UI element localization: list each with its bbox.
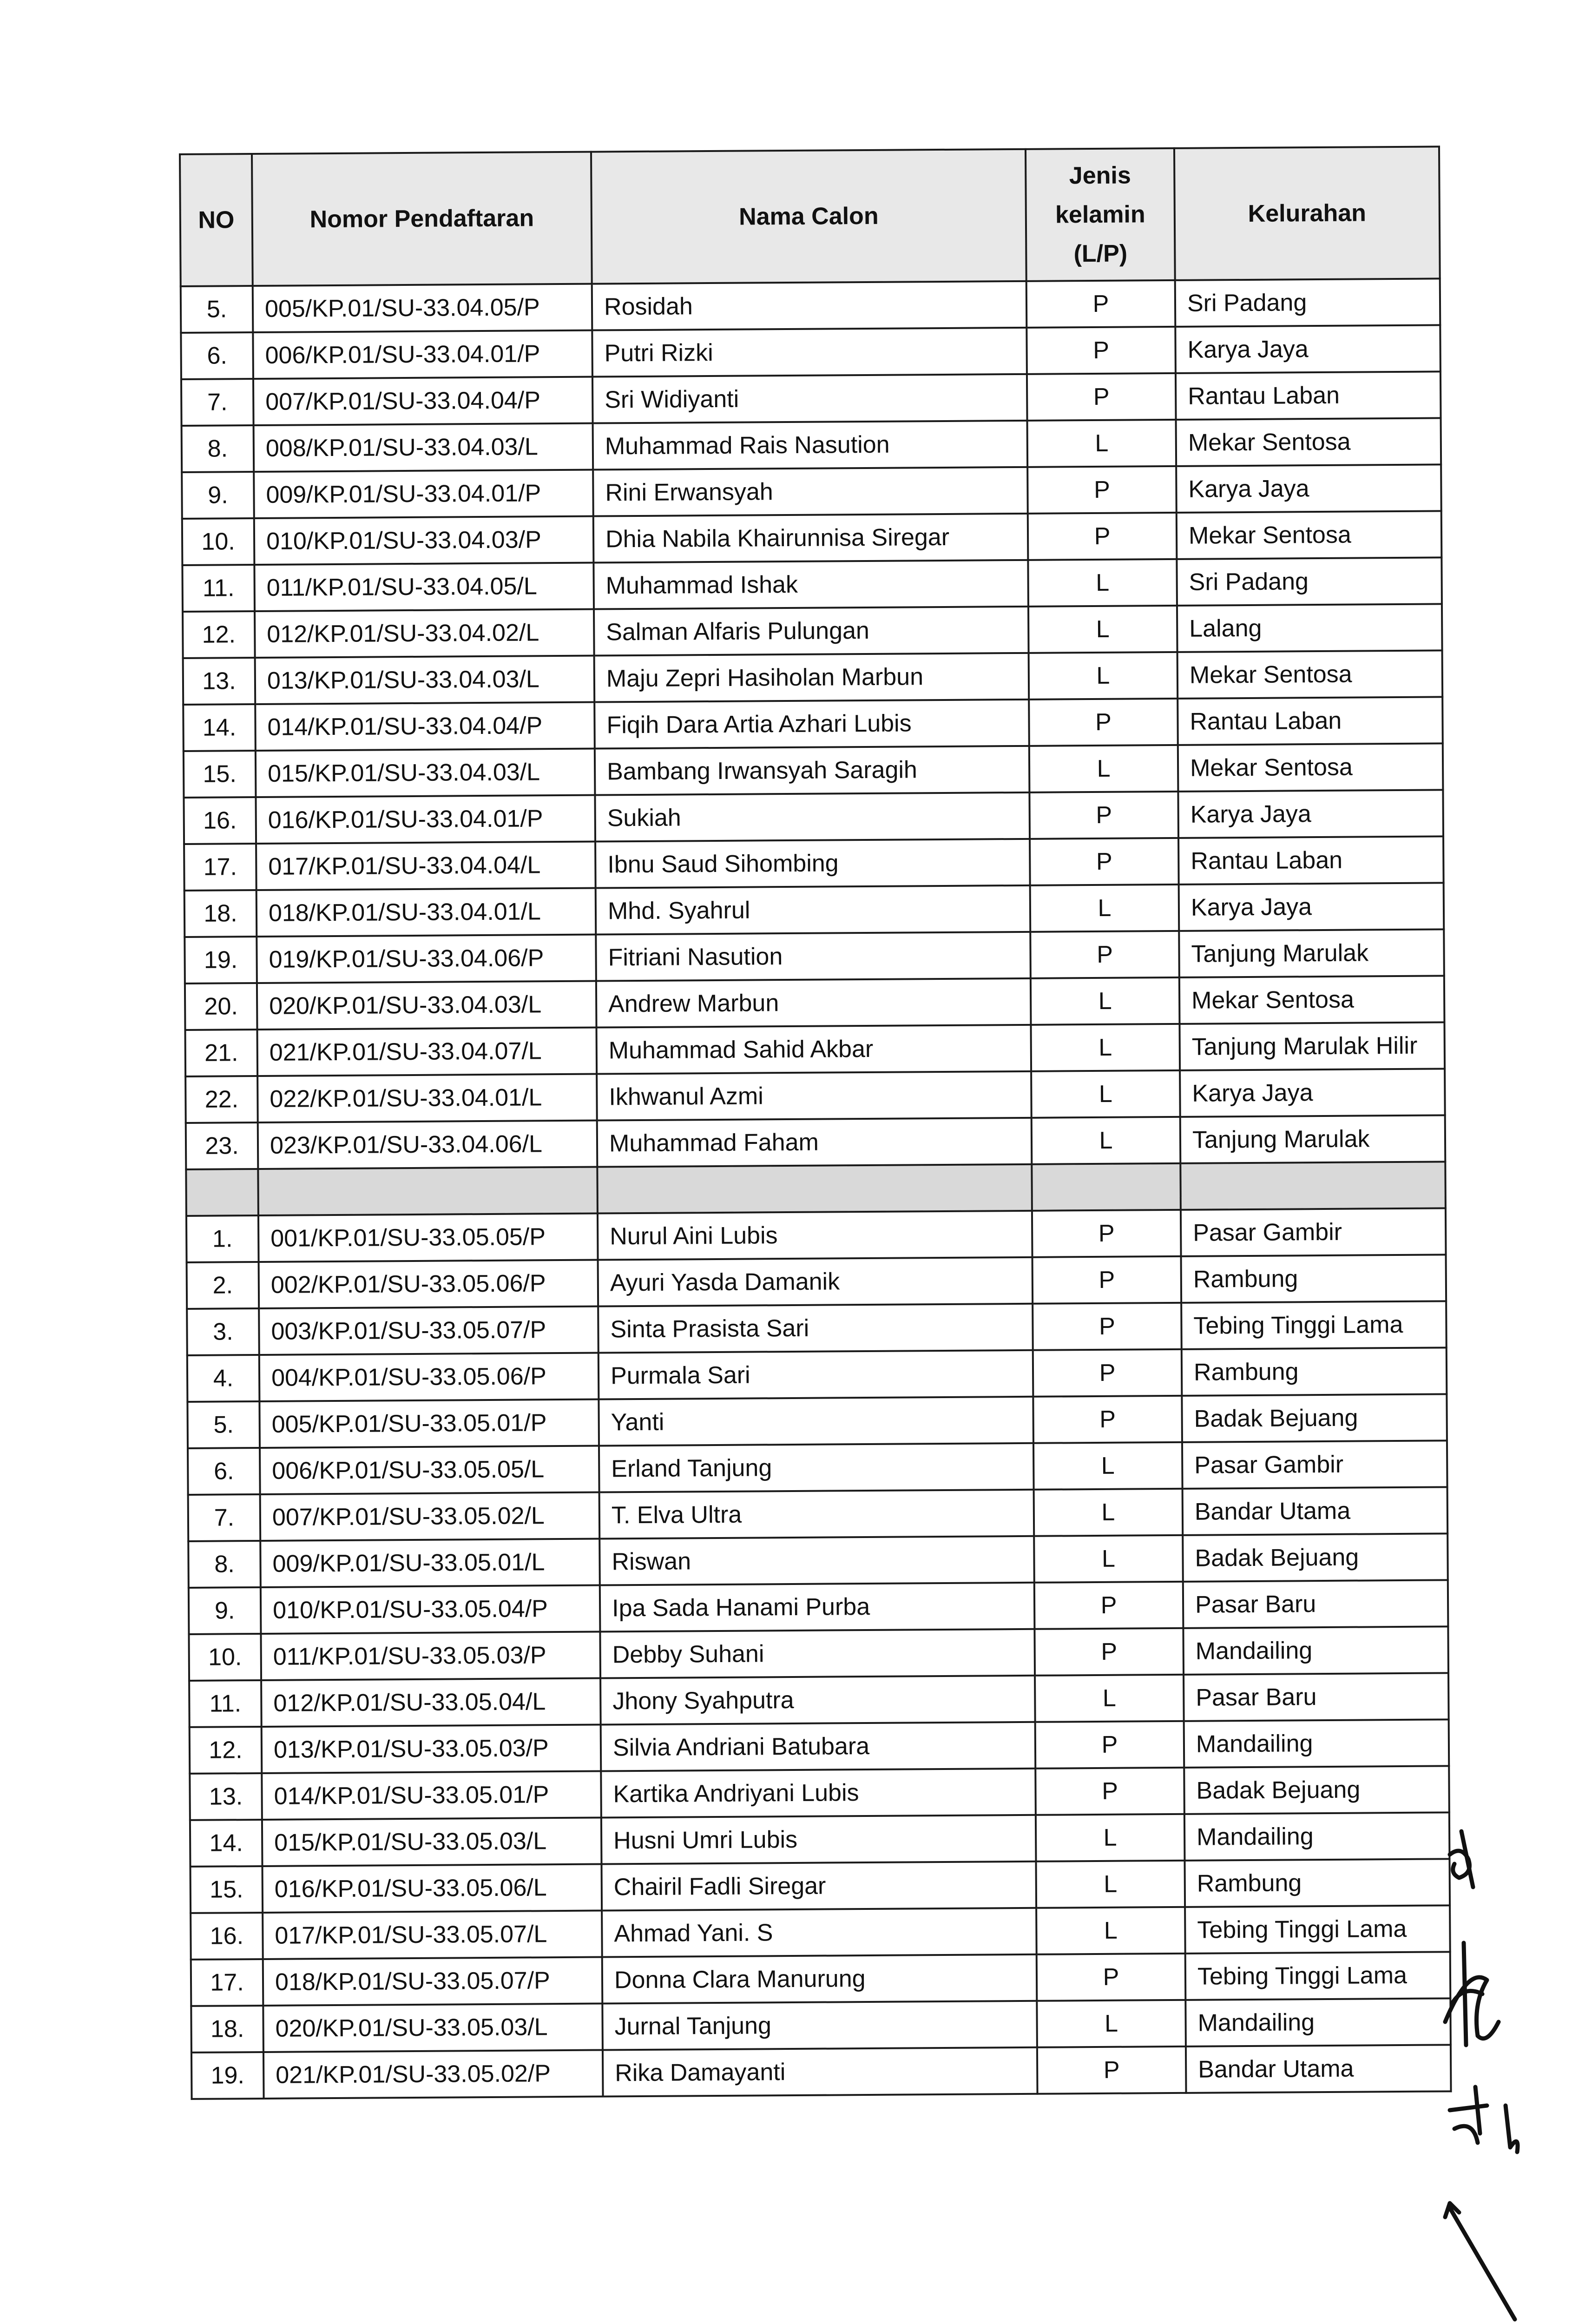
table-row (184, 790, 1443, 844)
header-candidate-name: Nama Calon (591, 149, 1026, 284)
kelurahan: Rambung (1181, 1254, 1447, 1302)
gender: P (1033, 1256, 1182, 1304)
table-row (182, 464, 1441, 519)
kelurahan: Rantau Laban (1176, 371, 1441, 419)
candidate-name: T. Elva Ultra (599, 1490, 1034, 1539)
kelurahan: Badak Bejuang (1183, 1533, 1448, 1581)
kelurahan: Karya Jaya (1178, 790, 1443, 838)
row-number: 8. (182, 425, 254, 472)
row-number: 6. (188, 1448, 260, 1495)
table-row (185, 1022, 1445, 1076)
gender: P (1035, 1768, 1184, 1815)
kelurahan: Tebing Tinggi Lama (1185, 1905, 1450, 1953)
candidate-name: Fiqih Dara Artia Azhari Lubis (594, 700, 1029, 749)
registration-number: 008/KP.01/SU-33.04.03/L (254, 423, 593, 472)
candidate-name: Rosidah (592, 281, 1027, 330)
table-row (187, 1394, 1447, 1448)
candidate-name: Muhammad Rais Nasution (593, 421, 1028, 470)
candidate-name: Ipa Sada Hanami Purba (600, 1583, 1035, 1632)
table-row (187, 1254, 1447, 1309)
registration-number: 004/KP.01/SU-33.05.06/P (259, 1353, 599, 1401)
header-registration-number: Nomor Pendaftaran (252, 152, 592, 286)
candidate-name: Putri Rizki (592, 328, 1027, 377)
kelurahan: Pasar Baru (1183, 1580, 1448, 1628)
gender: P (1028, 513, 1177, 560)
kelurahan: Mekar Sentosa (1177, 650, 1443, 698)
gender: L (1037, 2000, 1186, 2047)
registration-number: 014/KP.01/SU-33.04.04/P (255, 702, 595, 751)
kelurahan: Karya Jaya (1176, 464, 1441, 512)
gender: L (1036, 1907, 1185, 1954)
separator-cell (1032, 1163, 1181, 1211)
kelurahan: Mandailing (1183, 1626, 1448, 1674)
row-number: 17. (191, 1959, 263, 2006)
header-gender-line2: kelamin (1055, 201, 1145, 229)
kelurahan: Karya Jaya (1175, 325, 1440, 373)
candidate-name: Sinta Prasista Sari (598, 1304, 1033, 1353)
registration-number: 015/KP.01/SU-33.04.03/L (256, 749, 595, 797)
gender: P (1033, 1396, 1182, 1443)
candidate-name: Debby Suhani (600, 1629, 1035, 1678)
candidate-name: Yanti (599, 1397, 1033, 1446)
kelurahan: Bandar Utama (1183, 1487, 1448, 1535)
header-no: NO (180, 154, 253, 286)
table-row (185, 976, 1445, 1030)
kelurahan: Rambung (1184, 1859, 1450, 1907)
table-row (191, 1859, 1450, 1913)
table-row (191, 1905, 1450, 1960)
table-row (188, 1487, 1448, 1541)
table-row (190, 1812, 1450, 1867)
row-number: 13. (190, 1773, 262, 1820)
kelurahan: Badak Bejuang (1182, 1394, 1447, 1442)
registration-number: 022/KP.01/SU-33.04.01/L (257, 1074, 597, 1122)
candidate-name: Mhd. Syahrul (596, 885, 1031, 935)
table-row (184, 743, 1443, 798)
table-row (186, 1208, 1446, 1262)
row-number: 15. (191, 1866, 263, 1913)
candidate-name: Ibnu Saud Sihombing (595, 839, 1030, 888)
kelurahan: Tebing Tinggi Lama (1185, 1952, 1451, 2000)
table-row (184, 883, 1444, 937)
row-number: 5. (181, 286, 253, 333)
candidate-name: Riswan (599, 1536, 1034, 1585)
candidate-name: Muhammad Ishak (593, 560, 1028, 609)
row-number: 6. (181, 332, 253, 379)
table-row (182, 511, 1442, 565)
row-number: 18. (191, 2006, 263, 2053)
gender: L (1036, 1861, 1185, 1908)
registration-number: 006/KP.01/SU-33.05.05/L (260, 1446, 599, 1494)
kelurahan: Tanjung Marulak (1180, 1115, 1446, 1163)
candidate-name: Rini Erwansyah (593, 467, 1028, 516)
gender: P (1033, 1303, 1182, 1350)
row-number: 10. (182, 518, 255, 565)
kelurahan: Mekar Sentosa (1179, 976, 1445, 1023)
gender: L (1032, 1117, 1181, 1164)
row-number: 2. (187, 1262, 259, 1309)
row-number: 14. (183, 704, 256, 751)
table-row (184, 929, 1444, 984)
table-row (184, 836, 1444, 891)
candidate-name: Jhony Syahputra (600, 1676, 1035, 1725)
registration-number: 012/KP.01/SU-33.04.02/L (255, 609, 594, 658)
candidate-name: Ikhwanul Azmi (597, 1071, 1032, 1121)
row-number: 3. (187, 1308, 259, 1355)
gender: P (1030, 931, 1179, 978)
row-number: 10. (189, 1634, 261, 1681)
handwritten-initials-signature (1417, 1827, 1538, 2324)
separator-cell (597, 1164, 1032, 1214)
candidate-name: Chairil Fadli Siregar (601, 1862, 1036, 1911)
kelurahan: Mekar Sentosa (1176, 418, 1441, 466)
registration-number: 016/KP.01/SU-33.04.01/P (256, 795, 595, 844)
row-number: 19. (191, 2052, 264, 2099)
separator-cell (186, 1169, 258, 1216)
table-row (186, 1115, 1446, 1169)
kelurahan: Mandailing (1184, 1719, 1449, 1767)
row-number: 16. (184, 797, 256, 844)
table-row (190, 1766, 1449, 1820)
gender: P (1037, 1954, 1186, 2001)
row-number: 20. (185, 983, 257, 1030)
gender: L (1028, 559, 1177, 607)
candidate-name: Jurnal Tanjung (602, 2001, 1037, 2050)
row-number: 17. (184, 844, 257, 891)
table-row (191, 1952, 1451, 2006)
gender: P (1032, 1210, 1181, 1257)
registration-number: 023/KP.01/SU-33.04.06/L (258, 1121, 598, 1169)
gender: L (1034, 1535, 1183, 1583)
kelurahan: Rantau Laban (1177, 697, 1443, 745)
gender: L (1028, 606, 1177, 653)
table-row (187, 1301, 1447, 1355)
registration-number: 015/KP.01/SU-33.05.03/L (262, 1818, 602, 1866)
gender: L (1031, 977, 1180, 1025)
registration-number: 003/KP.01/SU-33.05.07/P (259, 1307, 599, 1355)
gender: P (1033, 1349, 1182, 1397)
registration-number: 006/KP.01/SU-33.04.01/P (253, 330, 592, 379)
candidate-name: Silvia Andriani Batubara (601, 1722, 1036, 1771)
kelurahan: Tanjung Marulak (1179, 929, 1444, 977)
table-row (191, 2045, 1451, 2099)
gender: L (1029, 652, 1178, 700)
table-row (191, 1998, 1451, 2053)
candidate-name: Husni Umri Lubis (601, 1815, 1036, 1864)
registration-number: 014/KP.01/SU-33.05.01/P (262, 1771, 601, 1820)
registration-number: 013/KP.01/SU-33.04.03/L (255, 656, 595, 704)
table-row (190, 1719, 1449, 1774)
gender: L (1029, 745, 1178, 792)
row-number: 13. (183, 658, 256, 705)
header-gender (1026, 148, 1175, 281)
gender: P (1026, 327, 1176, 374)
candidate-name: Muhammad Faham (597, 1118, 1032, 1167)
row-number: 21. (185, 1030, 258, 1076)
kelurahan: Mekar Sentosa (1177, 511, 1442, 559)
gender: L (1031, 1070, 1180, 1118)
row-number: 15. (184, 751, 256, 798)
candidate-name: Ahmad Yani. S (602, 1908, 1037, 1957)
registration-number: 021/KP.01/SU-33.04.07/L (257, 1028, 597, 1076)
table-row (182, 418, 1441, 472)
header-gender-line3: (L/P) (1073, 240, 1128, 268)
table-row (182, 557, 1442, 612)
table-row (189, 1626, 1448, 1681)
gender: P (1030, 838, 1179, 885)
candidate-name: Dhia Nabila Khairunnisa Siregar (593, 514, 1028, 563)
candidate-name: Donna Clara Manurung (602, 1954, 1037, 2004)
row-number: 8. (188, 1541, 261, 1588)
gender: L (1027, 420, 1177, 467)
registration-number: 018/KP.01/SU-33.04.01/L (257, 888, 596, 937)
candidate-name: Bambang Irwansyah Saragih (595, 746, 1030, 795)
registration-number: 017/KP.01/SU-33.04.04/L (256, 842, 596, 890)
kelurahan: Sri Padang (1177, 557, 1442, 605)
table-row (187, 1347, 1447, 1402)
table-row (183, 697, 1443, 751)
gender: P (1027, 373, 1176, 421)
gender: P (1029, 699, 1178, 746)
kelurahan: Pasar Gambir (1182, 1440, 1447, 1488)
table-row (183, 604, 1442, 658)
gender: P (1026, 280, 1176, 328)
registration-number: 011/KP.01/SU-33.05.03/P (261, 1632, 600, 1680)
row-number: 22. (185, 1076, 258, 1123)
registration-number: 017/KP.01/SU-33.05.07/L (263, 1911, 602, 1959)
gender: P (1027, 466, 1177, 514)
kelurahan: Sri Padang (1175, 278, 1440, 326)
candidate-name: Salman Alfaris Pulungan (594, 607, 1029, 656)
row-number: 18. (184, 890, 257, 937)
registration-number: 010/KP.01/SU-33.04.03/P (254, 516, 594, 565)
row-number: 1. (186, 1215, 259, 1262)
table-row (181, 278, 1440, 333)
registration-number: 016/KP.01/SU-33.05.06/L (263, 1864, 602, 1913)
gender: L (1030, 885, 1179, 932)
registration-number: 020/KP.01/SU-33.04.03/L (257, 981, 597, 1030)
row-number: 4. (187, 1355, 260, 1402)
kelurahan: Mandailing (1185, 1998, 1451, 2046)
row-number: 14. (190, 1820, 263, 1867)
header-gender-line1: Jenis (1069, 162, 1131, 190)
gender: L (1033, 1442, 1183, 1490)
candidate-name: Rika Damayanti (603, 2047, 1038, 2097)
table-row (189, 1673, 1449, 1727)
candidate-name: Muhammad Sahid Akbar (597, 1025, 1032, 1074)
kelurahan: Mekar Sentosa (1178, 743, 1443, 791)
separator-cell (1180, 1162, 1446, 1209)
registration-number: 002/KP.01/SU-33.05.06/P (259, 1260, 599, 1308)
registration-number: 007/KP.01/SU-33.04.04/P (253, 377, 593, 425)
gender: P (1037, 2047, 1186, 2094)
kelurahan: Mandailing (1184, 1812, 1450, 1860)
kelurahan: Karya Jaya (1180, 1069, 1445, 1116)
kelurahan: Tanjung Marulak Hilir (1179, 1022, 1445, 1070)
kelurahan: Badak Bejuang (1184, 1766, 1449, 1814)
candidate-name: Erland Tanjung (599, 1443, 1034, 1492)
gender: L (1035, 1675, 1184, 1722)
gender: L (1036, 1814, 1185, 1862)
row-number: 11. (189, 1680, 262, 1727)
candidate-name: Kartika Andriyani Lubis (601, 1769, 1036, 1818)
registration-number: 001/KP.01/SU-33.05.05/P (258, 1214, 598, 1262)
candidate-name: Sukiah (595, 792, 1030, 842)
table-header-row (180, 146, 1440, 286)
candidate-name: Andrew Marbun (596, 978, 1031, 1028)
row-number: 12. (190, 1727, 262, 1774)
header-kelurahan: Kelurahan (1174, 146, 1440, 280)
row-number: 12. (183, 611, 255, 658)
registration-number: 018/KP.01/SU-33.05.07/P (263, 1957, 603, 2006)
kelurahan: Pasar Baru (1184, 1673, 1449, 1721)
gender: P (1035, 1721, 1184, 1769)
table-row (188, 1440, 1447, 1495)
gender: P (1034, 1628, 1184, 1676)
kelurahan: Rantau Laban (1178, 836, 1444, 884)
candidate-name: Nurul Aini Lubis (598, 1211, 1033, 1260)
kelurahan: Bandar Utama (1186, 2045, 1451, 2093)
table-row (181, 325, 1440, 379)
table-row (189, 1580, 1448, 1634)
row-number: 23. (186, 1122, 258, 1169)
row-number: 9. (189, 1587, 261, 1634)
gender: P (1034, 1582, 1184, 1629)
registration-number: 012/KP.01/SU-33.05.04/L (261, 1678, 601, 1727)
registration-number: 009/KP.01/SU-33.04.01/P (254, 470, 593, 518)
row-number: 7. (181, 379, 254, 426)
candidate-name: Ayuri Yasda Damanik (598, 1257, 1033, 1307)
registration-number: 011/KP.01/SU-33.04.05/L (254, 563, 594, 611)
table-body (181, 278, 1451, 2099)
row-number: 19. (184, 937, 257, 984)
registration-number: 005/KP.01/SU-33.05.01/P (259, 1400, 599, 1448)
candidate-name: Fitriani Nasution (596, 932, 1031, 981)
candidate-name: Maju Zepri Hasiholan Marbun (594, 653, 1029, 702)
candidate-name: Purmala Sari (599, 1350, 1033, 1400)
registration-number: 010/KP.01/SU-33.05.04/P (261, 1585, 600, 1634)
kelurahan: Tebing Tinggi Lama (1181, 1301, 1447, 1349)
candidate-table (179, 145, 1452, 2100)
gender: P (1029, 792, 1178, 839)
registration-number: 019/KP.01/SU-33.04.06/P (257, 935, 596, 983)
kelurahan: Karya Jaya (1179, 883, 1444, 931)
gender: L (1031, 1024, 1180, 1071)
registration-number: 021/KP.01/SU-33.05.02/P (263, 2050, 603, 2099)
gender: L (1034, 1489, 1183, 1536)
group-separator-row (186, 1162, 1446, 1216)
row-number: 5. (187, 1401, 260, 1448)
separator-cell (258, 1167, 598, 1215)
kelurahan: Pasar Gambir (1181, 1208, 1446, 1256)
row-number: 9. (182, 472, 254, 519)
registration-number: 007/KP.01/SU-33.05.02/L (260, 1492, 600, 1541)
table-row (181, 371, 1441, 426)
registration-number: 009/KP.01/SU-33.05.01/L (260, 1539, 600, 1587)
row-number: 16. (191, 1913, 263, 1960)
registration-number: 005/KP.01/SU-33.04.05/P (253, 284, 592, 332)
registration-number: 020/KP.01/SU-33.05.03/L (263, 2004, 603, 2052)
registration-number: 013/KP.01/SU-33.05.03/P (262, 1725, 601, 1773)
kelurahan: Lalang (1177, 604, 1442, 652)
candidate-name: Sri Widiyanti (592, 374, 1027, 423)
candidate-table-sheet (179, 145, 1450, 2100)
table-row (183, 650, 1443, 705)
table-row (188, 1533, 1448, 1588)
row-number: 11. (182, 565, 255, 612)
kelurahan: Rambung (1182, 1347, 1447, 1395)
row-number: 7. (188, 1494, 261, 1541)
table-row (185, 1069, 1445, 1123)
